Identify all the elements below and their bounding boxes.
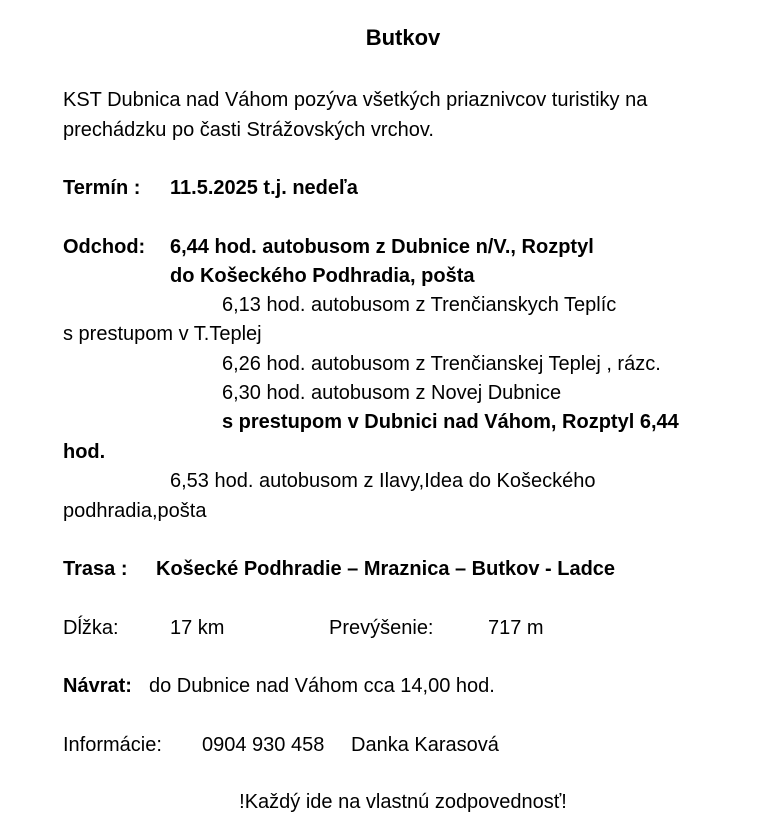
trasa-value: Košecké Podhradie – Mraznica – Butkov - Ladce [156,558,616,580]
informacie-name: Danka Karasová [351,734,499,756]
dlzka-value: 17 km [170,617,225,639]
odchod-line-3: 6,13 hod. autobusom z Trenčianskych Teplíc [222,294,617,316]
odchod-line-10: podhradia,pošta [63,500,207,522]
informacie-phone: 0904 930 458 [202,734,325,756]
termin-value: 11.5.2025 t.j. nedeľa [170,177,358,199]
intro-line-1: KST Dubnica nad Váhom pozýva všetkých priaznivcov turistiky na [63,89,648,111]
odchod-line-2: do Košeckého Podhradia, pošta [170,265,475,287]
intro-line-2: prechádzku po časti Strážovských vrchov. [63,119,434,141]
footer-disclaimer: !Každý ide na vlastnú zodpovednosť! [239,791,567,813]
odchod-line-4: s prestupom v T.Teplej [63,323,262,345]
odchod-line-7: s prestupom v Dubnici nad Váhom, Rozptyl 6,44 [222,411,679,433]
navrat-value: do Dubnice nad Váhom cca 14,00 hod. [149,675,495,697]
odchod-line-6: 6,30 hod. autobusom z Novej Dubnice [222,382,562,404]
odchod-line-8: hod. [63,441,106,463]
odchod-line-5: 6,26 hod. autobusom z Trenčianskej Teplej , rázc. [222,353,661,375]
termin-label: Termín : [63,177,141,199]
page-title: Butkov [365,25,441,50]
odchod-line-1: 6,44 hod. autobusom z Dubnice n/V., Rozptyl [170,236,594,258]
dlzka-label: Dĺžka: [63,617,119,639]
navrat-label: Návrat: [63,675,132,697]
odchod-label: Odchod: [63,236,146,258]
odchod-line-9: 6,53 hod. autobusom z Ilavy,Idea do Košeckého [170,470,596,492]
prevysenie-label: Prevýšenie: [329,617,434,639]
prevysenie-value: 717 m [488,617,544,639]
informacie-label: Informácie: [63,734,162,756]
trasa-label: Trasa : [63,558,128,580]
